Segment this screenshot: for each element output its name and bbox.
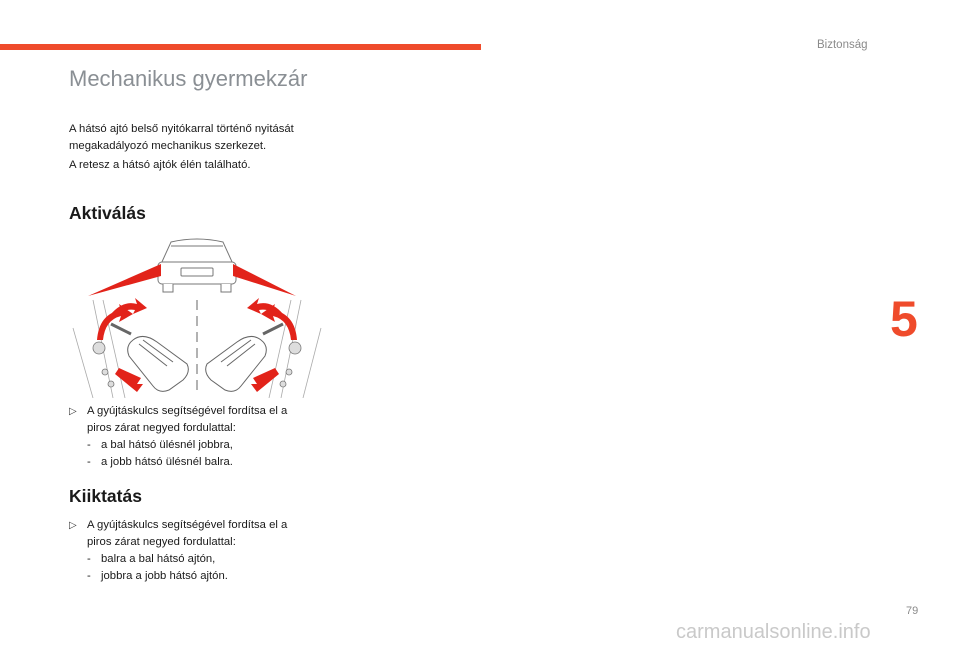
watermark: carmanualsonline.info bbox=[676, 621, 871, 643]
deactivation-heading: Kiiktatás bbox=[69, 486, 142, 506]
arrow-bullet-icon: ▷ bbox=[69, 520, 77, 531]
intro-paragraph bbox=[69, 121, 329, 155]
deactivation-line-1: A gyújtáskulcs segítségével fordítsa el a bbox=[87, 519, 288, 531]
list-item bbox=[69, 437, 329, 454]
deactivation-line-2-row bbox=[69, 534, 329, 551]
deactivation-line-2: piros zárat negyed fordulattal: bbox=[87, 536, 236, 548]
list-item bbox=[69, 551, 329, 568]
deactivation-item-2: jobbra a jobb hátsó ajtón. bbox=[101, 570, 228, 582]
left-ray bbox=[88, 264, 161, 296]
activation-item-2: a jobb hátsó ülésnél balra. bbox=[101, 456, 233, 468]
arrow-bullet-icon: ▷ bbox=[69, 406, 77, 417]
intro-line-2: megakadályozó mechanikus szerkezet. bbox=[69, 140, 267, 152]
activation-item-1: a bal hátsó ülésnél jobbra, bbox=[101, 439, 233, 451]
activation-line-1: A gyújtáskulcs segítségével fordítsa el a bbox=[87, 405, 288, 417]
list-item bbox=[69, 454, 329, 471]
section-label: Biztonság bbox=[817, 39, 868, 51]
activation-line-2: piros zárat negyed fordulattal: bbox=[87, 422, 236, 434]
deactivation-bullet bbox=[69, 517, 329, 534]
activation-heading: Aktiválás bbox=[69, 203, 146, 223]
intro-paragraph-2: A retesz a hátsó ajtók élén található. bbox=[69, 159, 251, 171]
deactivation-item-1: balra a bal hátsó ajtón, bbox=[101, 553, 216, 565]
car-rear-icon bbox=[158, 239, 236, 292]
dash-mark: - bbox=[87, 553, 91, 565]
right-key-icon bbox=[206, 324, 283, 391]
page-title: Mechanikus gyermekzár bbox=[69, 66, 308, 91]
rotation-arrows bbox=[97, 298, 297, 392]
chapter-number: 5 bbox=[890, 291, 918, 347]
activation-instructions bbox=[69, 403, 329, 471]
deactivation-instructions bbox=[69, 517, 329, 585]
dash-mark: - bbox=[87, 570, 91, 582]
dash-mark: - bbox=[87, 439, 91, 451]
child-lock-illustration bbox=[63, 228, 333, 398]
accent-bar bbox=[0, 44, 481, 50]
intro-line-1: A hátsó ajtó belső nyitókarral történő nyitását bbox=[69, 123, 294, 135]
page-number: 79 bbox=[906, 605, 919, 617]
activation-bullet bbox=[69, 403, 329, 420]
left-key-icon bbox=[111, 324, 188, 391]
dash-mark: - bbox=[87, 456, 91, 468]
right-ray bbox=[233, 264, 296, 296]
list-item bbox=[69, 568, 329, 585]
activation-line-2-row bbox=[69, 420, 329, 437]
